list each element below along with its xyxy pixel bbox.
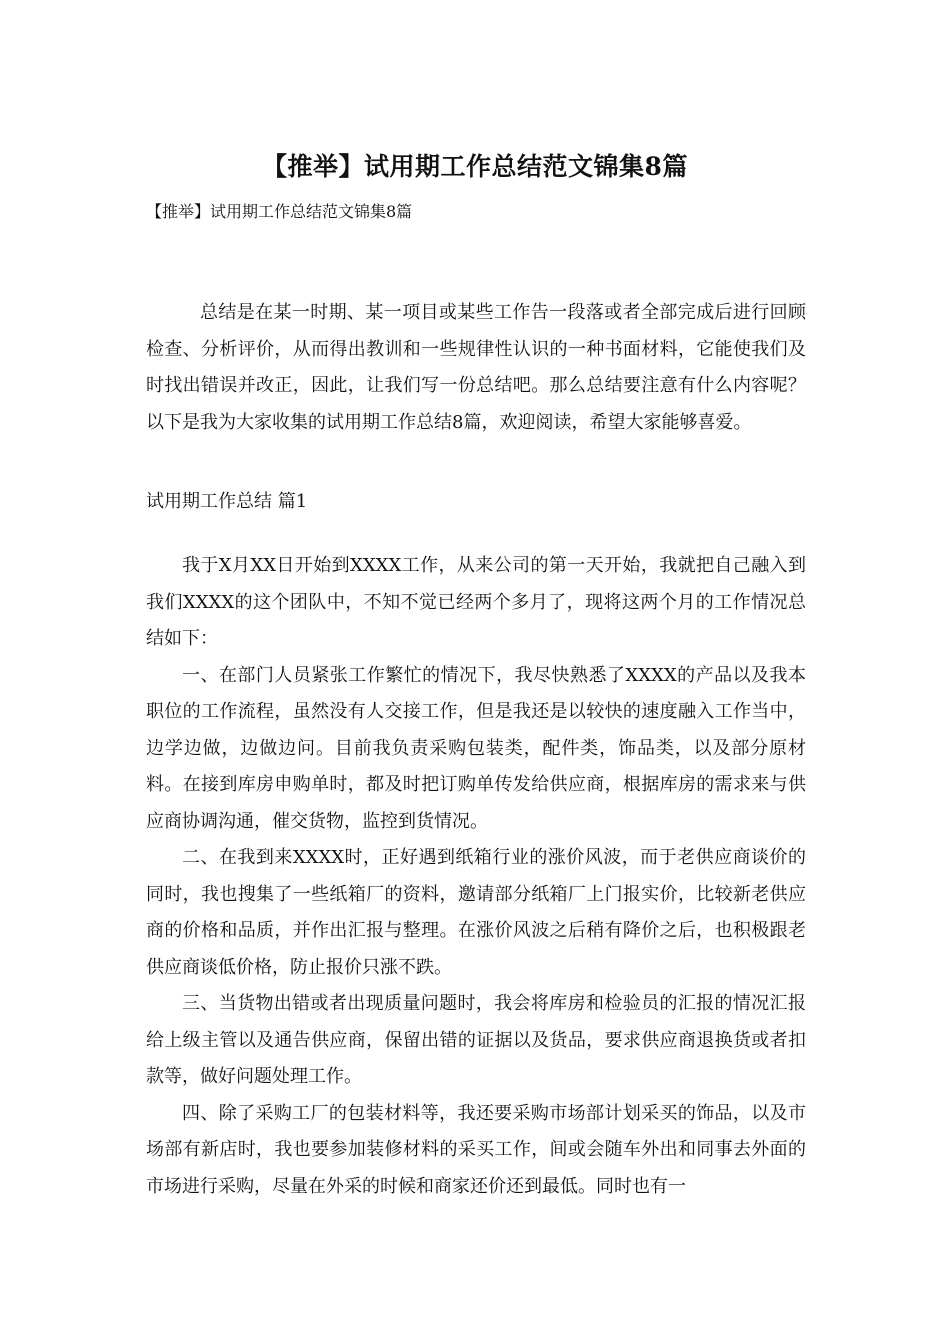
body-paragraph: 我于X月XX日开始到XXXX工作，从来公司的第一天开始，我就把自己融入到我们XXXX的这个团队中，不知不觉已经两个多月了，现将这两个月的工作情况总结如下： bbox=[146, 555, 806, 649]
section-body bbox=[146, 548, 806, 1205]
body-paragraph: 一、在部门人员紧张工作繁忙的情况下，我尽快熟悉了XXXX的产品以及我本职位的工作流程，虽然没有人交接工作，但是我还是以较快的速度融入工作当中，边学边做，边做边问。目前我负责采购包装类，配件类，饰品类，以及部分原材料。在接到库房申购单时，都及时把订购单传发给供应商，根据库房的需求来与供应商协调沟通，催交货物，监控到货情况。 bbox=[146, 664, 806, 832]
intro-block bbox=[146, 295, 806, 441]
intro-paragraph: 总结是在某一时期、某一项目或某些工作告一段落或者全部完成后进行回顾检查、分析评价，从而得出教训和一些规律性认识的一种书面材料，它能使我们及时找出错误并改正，因此，让我们写一份总结吧。那么总结要注意有什么内容呢？以下是我为大家收集的试用期工作总结8篇，欢迎阅读，希望大家能够喜爱。 bbox=[146, 302, 806, 433]
body-paragraph: 四、除了采购工厂的包装材料等，我还要采购市场部计划采买的饰品，以及市场部有新店时，我也要参加装修材料的采买工作，间或会随车外出和同事去外面的市场进行采购，尽量在外采的时候和商家还价还到最低。同时也有一 bbox=[146, 1102, 806, 1197]
document-title: 【推举】试用期工作总结范文锦集8篇 bbox=[262, 152, 688, 181]
document-subtitle: 【推举】试用期工作总结范文锦集8篇 bbox=[146, 202, 413, 221]
body-paragraph: 二、在我到来XXXX时，正好遇到纸箱行业的涨价风波，而于老供应商谈价的同时，我也搜集了一些纸箱厂的资料，邀请部分纸箱厂上门报实价，比较新老供应商的价格和品质，并作出汇报与整理。在涨价风波之后稍有降价之后，也积极跟老供应商谈低价格，防止报价只涨不跌。 bbox=[146, 847, 806, 978]
body-paragraph: 三、当货物出错或者出现质量问题时，我会将库房和检验员的汇报的情况汇报给上级主管以及通告供应商，保留出错的证据以及货品，要求供应商退换货或者扣款等，做好问题处理工作。 bbox=[146, 993, 806, 1087]
section-heading: 试用期工作总结 篇1 bbox=[146, 491, 308, 512]
